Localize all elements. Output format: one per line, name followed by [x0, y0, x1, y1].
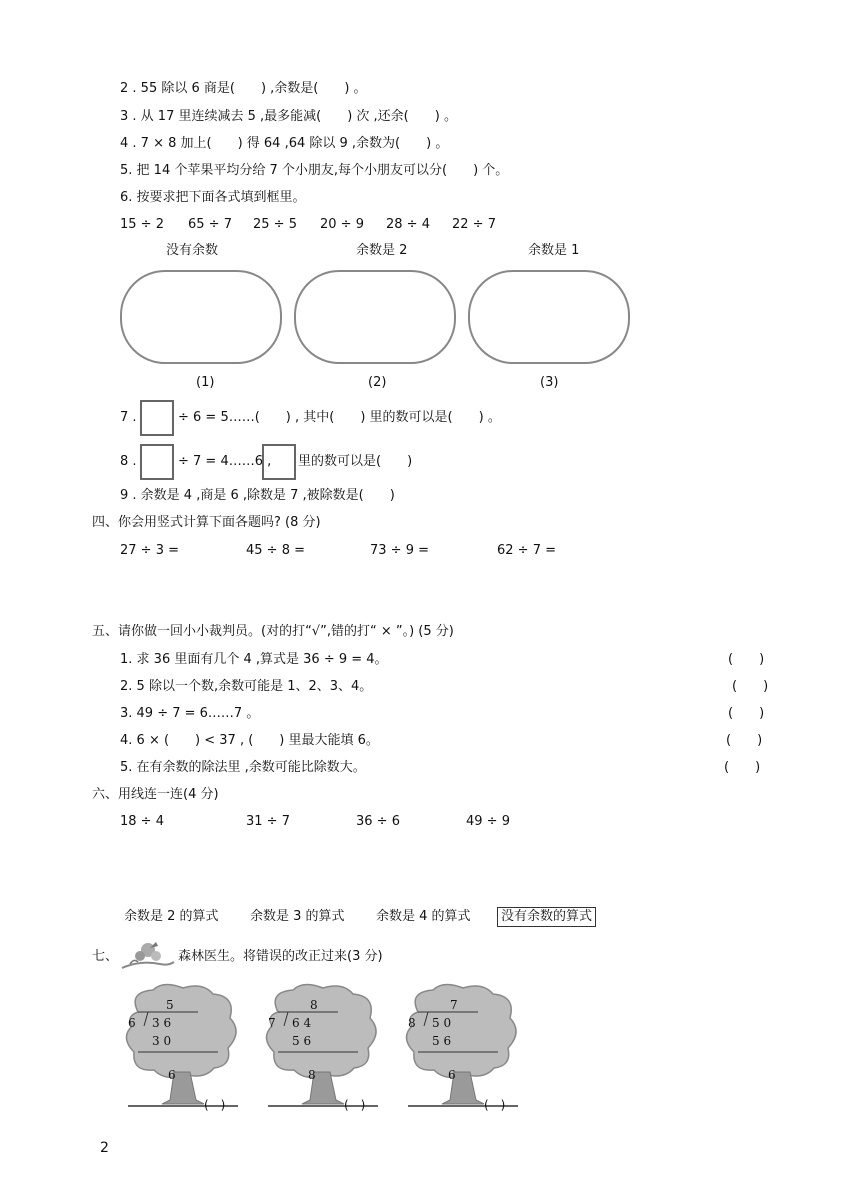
vertical-calc-4: 62 ÷ 7 =: [497, 543, 556, 558]
section-4-title: 四、你会用竖式计算下面各题吗? (8 分): [92, 515, 321, 530]
tree-icon: [258, 982, 388, 1122]
judge-paren-4[interactable]: ( ): [726, 733, 763, 748]
question-4: 4 . 7 × 8 加上( ) 得 64 ,64 除以 9 ,余数为( ) 。: [120, 136, 449, 151]
oval-label-2: (2): [368, 375, 387, 390]
question-9: 9 . 余数是 4 ,商是 6 ,除数是 7 ,被除数是( ): [120, 488, 395, 503]
tree-3-quotient: 7: [450, 998, 458, 1012]
judge-paren-3[interactable]: ( ): [728, 706, 765, 721]
tree-2-product: 5 6: [292, 1034, 312, 1048]
answer-oval-1[interactable]: [120, 270, 282, 364]
tree-problem-3: [398, 982, 528, 1122]
tree-3-dividend: 5 0: [432, 1016, 452, 1030]
judge-paren-5[interactable]: ( ): [724, 760, 761, 775]
match-expression-1[interactable]: 18 ÷ 4: [120, 814, 164, 829]
tree-3-remainder: 6: [448, 1068, 456, 1082]
expression-1: 15 ÷ 2: [120, 217, 164, 232]
expression-4: 20 ÷ 9: [320, 217, 364, 232]
expression-2: 65 ÷ 7: [188, 217, 232, 232]
tree-icon: [118, 982, 248, 1122]
tree-2-remainder: 8: [308, 1068, 316, 1082]
tree-problem-1: [118, 982, 248, 1122]
judge-item-4: 4. 6 × ( ) < 37 , ( ) 里最大能填 6。: [120, 733, 379, 748]
match-category-4[interactable]: 没有余数的算式: [497, 907, 596, 927]
tree-icon: [398, 982, 528, 1122]
expression-6: 22 ÷ 7: [452, 217, 496, 232]
section-6-title: 六、用线连一连(4 分): [92, 787, 219, 802]
tree-1-dividend: 3 6: [152, 1016, 172, 1030]
expression-5: 28 ÷ 4: [386, 217, 430, 232]
tree-1-quotient: 5: [166, 998, 174, 1012]
question-3: 3 . 从 17 里连续减去 5 ,最多能减( ) 次 ,还余( ) 。: [120, 109, 457, 124]
tree-1-product: 3 0: [152, 1034, 172, 1048]
question-7-number: 7 .: [120, 410, 137, 425]
match-expression-2[interactable]: 31 ÷ 7: [246, 814, 290, 829]
match-category-1[interactable]: 余数是 2 的算式: [124, 909, 219, 924]
match-expression-4[interactable]: 49 ÷ 9: [466, 814, 510, 829]
oval-title-3: 余数是 1: [528, 243, 580, 258]
question-8-rest: 里的数可以是( ): [298, 454, 413, 469]
question-5: 5. 把 14 个苹果平均分给 7 个小朋友,每个小朋友可以分( ) 个。: [120, 163, 509, 178]
match-expression-3[interactable]: 36 ÷ 6: [356, 814, 400, 829]
question-6: 6. 按要求把下面各式填到框里。: [120, 190, 306, 205]
tree-2-answer-paren[interactable]: ( ): [344, 1098, 366, 1112]
tree-3-divisor: 8: [408, 1016, 416, 1030]
judge-item-1: 1. 求 36 里面有几个 4 ,算式是 36 ÷ 9 = 4。: [120, 652, 388, 667]
match-category-2[interactable]: 余数是 3 的算式: [250, 909, 345, 924]
tree-2-quotient: 8: [310, 998, 318, 1012]
oval-label-1: (1): [196, 375, 215, 390]
tree-2-dividend: 6 4: [292, 1016, 312, 1030]
tree-1-answer-paren[interactable]: ( ): [204, 1098, 226, 1112]
oval-title-1: 没有余数: [166, 243, 219, 258]
vertical-calc-2: 45 ÷ 8 =: [246, 543, 305, 558]
tree-3-product: 5 6: [432, 1034, 452, 1048]
match-category-3[interactable]: 余数是 4 的算式: [376, 909, 471, 924]
tree-1-divisor: 6: [128, 1016, 136, 1030]
judge-paren-1[interactable]: ( ): [728, 652, 765, 667]
question-7-text: ÷ 6 = 5……( ) , 其中( ) 里的数可以是( ) 。: [178, 410, 501, 425]
judge-paren-2[interactable]: ( ): [732, 679, 769, 694]
tree-1-remainder: 6: [168, 1068, 176, 1082]
question-7-answer-box[interactable]: [140, 400, 174, 436]
tree-branch-icon: [120, 938, 176, 974]
answer-oval-3[interactable]: [468, 270, 630, 364]
vertical-calc-3: 73 ÷ 9 =: [370, 543, 429, 558]
judge-item-3: 3. 49 ÷ 7 = 6……7 。: [120, 706, 260, 721]
judge-item-2: 2. 5 除以一个数,余数可能是 1、2、3、4。: [120, 679, 373, 694]
question-8-number: 8 .: [120, 454, 137, 469]
question-8-answer-box-1[interactable]: [140, 444, 174, 480]
question-2: 2 . 55 除以 6 商是( ) ,余数是( ) 。: [120, 81, 367, 96]
oval-title-2: 余数是 2: [356, 243, 408, 258]
answer-oval-2[interactable]: [294, 270, 456, 364]
question-8-answer-box-2[interactable]: [262, 444, 296, 480]
oval-label-3: (3): [540, 375, 559, 390]
judge-item-5: 5. 在有余数的除法里 ,余数可能比除数大。: [120, 760, 366, 775]
expression-3: 25 ÷ 5: [253, 217, 297, 232]
tree-2-divisor: 7: [268, 1016, 276, 1030]
section-7-prefix: 七、: [92, 949, 119, 964]
tree-3-answer-paren[interactable]: ( ): [484, 1098, 506, 1112]
section-7-title: 森林医生。将错误的改正过来(3 分): [178, 949, 383, 964]
vertical-calc-1: 27 ÷ 3 =: [120, 543, 179, 558]
page-number: 2: [100, 1140, 109, 1156]
section-5-title: 五、请你做一回小小裁判员。(对的打“√”,错的打“ × ”。) (5 分): [92, 624, 454, 639]
tree-problem-2: [258, 982, 388, 1122]
question-8-text: ÷ 7 = 4……6 ,: [178, 454, 272, 469]
